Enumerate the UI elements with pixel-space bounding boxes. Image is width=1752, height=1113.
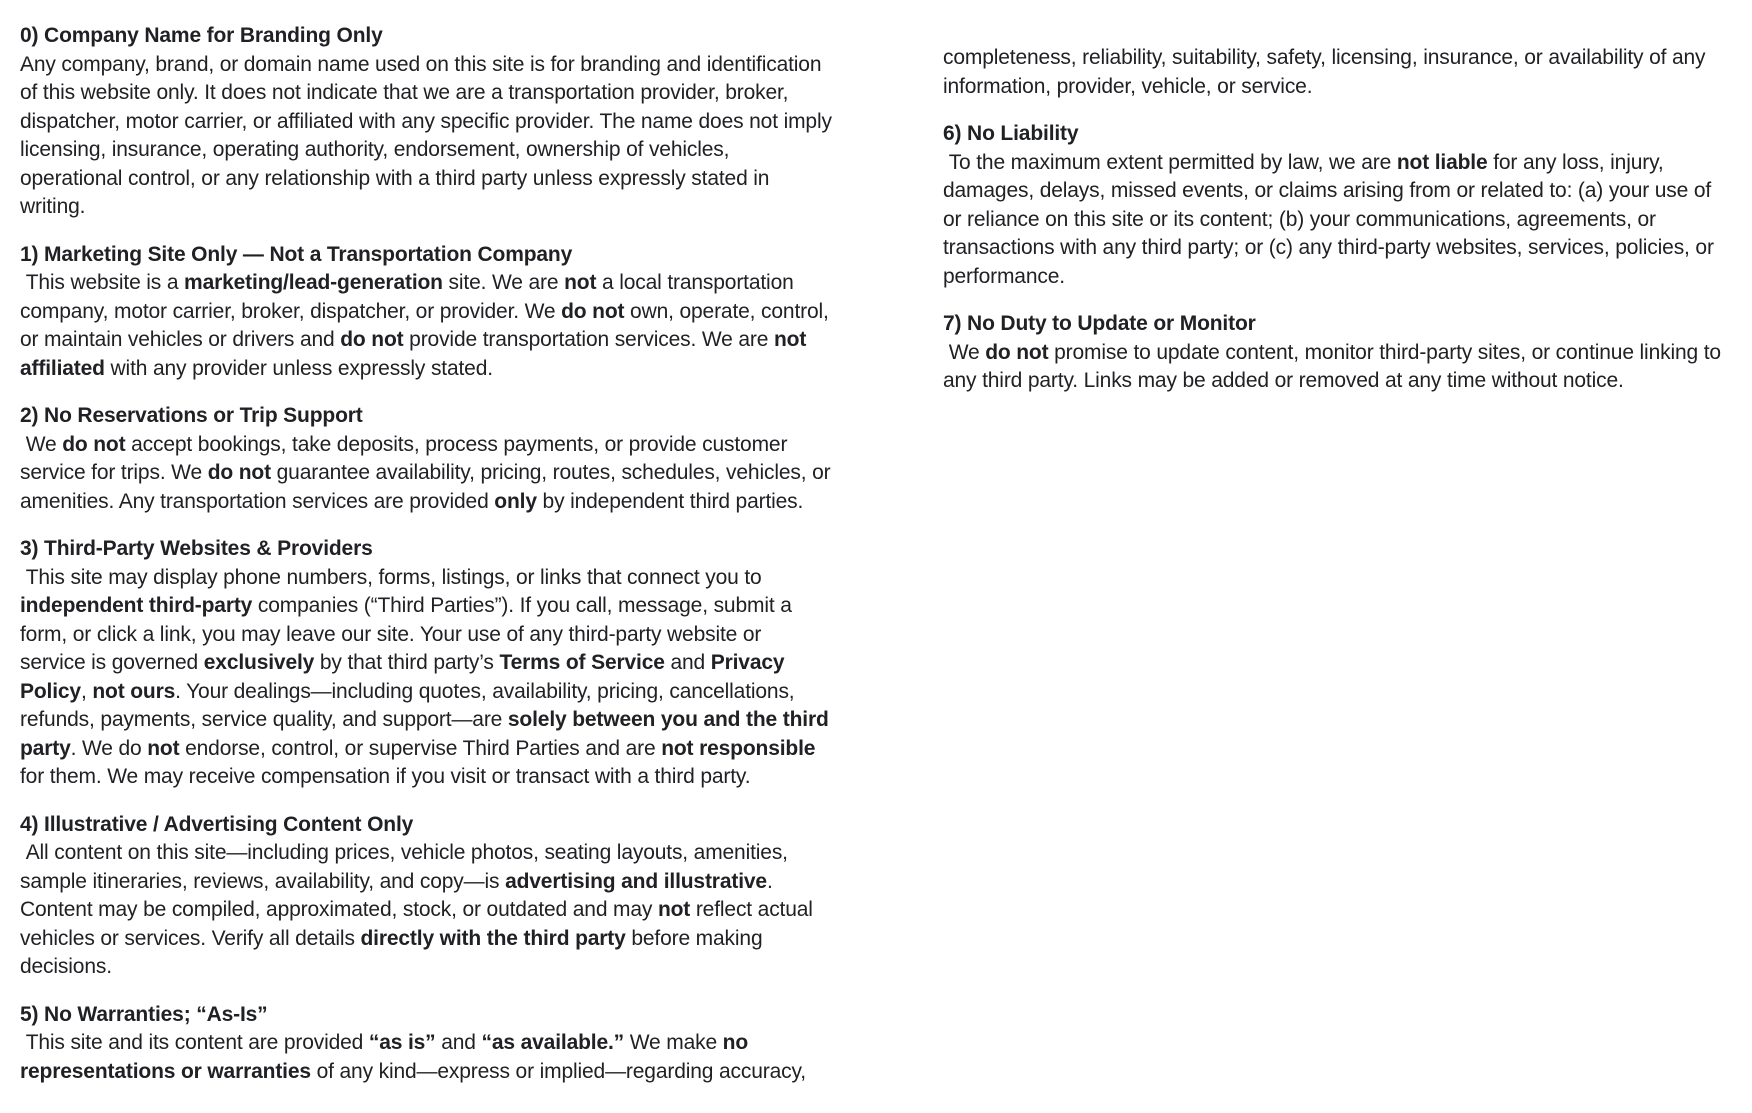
text-run: by that third party’s xyxy=(314,651,500,674)
text-run-bold: “as available.” xyxy=(481,1031,625,1054)
text-run: companies (“Third Parties”). If you call, message, submit a form, or click a link, you may leave our site. Your use of any third-party website or service is governed xyxy=(20,594,798,674)
text-run: provide transportation services. We are xyxy=(403,328,774,351)
text-run: by independent third parties. xyxy=(536,489,804,513)
section xyxy=(943,120,1730,291)
text-run: site. We are xyxy=(442,271,565,294)
text-run-bold: not xyxy=(147,736,180,760)
text-run-bold: exclusively xyxy=(203,651,315,674)
text-run: of any kind—express or implied—regarding accuracy, xyxy=(310,1059,806,1083)
section-heading: 7) No Duty to Update or Monitor xyxy=(943,312,1256,335)
text-run-bold: do not xyxy=(62,432,126,456)
text-run: with any provider unless expressly stated. xyxy=(104,356,493,380)
text-run-bold: not affiliated xyxy=(20,328,812,380)
text-run: This website is a xyxy=(20,271,185,294)
text-run-bold: no representations or warranties xyxy=(20,1031,754,1083)
text-run-bold: do not xyxy=(207,461,271,484)
text-run-bold: Terms of Service xyxy=(499,651,665,674)
text-run: own, operate, control, or maintain vehicles or drivers and xyxy=(20,299,835,351)
text-run-bold: advertising and illustrative xyxy=(505,869,767,893)
section-heading: 4) Illustrative / Advertising Content Only xyxy=(20,812,414,836)
text-run: We xyxy=(20,432,63,456)
text-run: accept bookings, take deposits, process payments, or provide customer service for trips. We xyxy=(20,432,793,484)
section xyxy=(20,811,832,982)
section xyxy=(943,310,1730,396)
text-run: for any loss, injury, damages, delays, missed events, or claims arising from or related to: (a) your use of or reliance on this site or its content; (b) your communications, agreements, or transactions with any third party; or (c) any third-party websites, services, policies, or performance. xyxy=(943,150,1720,288)
section-heading: 2) No Reservations or Trip Support xyxy=(20,404,363,427)
text-run: and xyxy=(664,651,711,674)
text-run-bold: only xyxy=(494,489,537,513)
text-run: promise to update content, monitor third-party sites, or continue linking to any third party. Links may be added or removed at any time without notice. xyxy=(943,340,1727,392)
text-run-bold: Privacy Policy xyxy=(20,651,791,703)
text-run: This site and its content are provided xyxy=(20,1031,369,1054)
text-run-bold: independent third-party xyxy=(20,594,253,617)
section-body xyxy=(20,269,835,383)
text-run: To the maximum extent permitted by law, we are xyxy=(943,150,1397,174)
section-body xyxy=(943,44,1730,101)
text-run: . Content may be compiled, approximated, stock, or outdated and may xyxy=(20,869,779,921)
text-run: This site may display phone numbers, forms, listings, or links that connect you to xyxy=(20,565,768,589)
section-body xyxy=(20,1029,832,1086)
section-heading: 6) No Liability xyxy=(943,122,1079,145)
text-run-bold: not xyxy=(657,898,691,921)
section-heading: 5) No Warranties; “As-Is” xyxy=(20,1002,268,1026)
section-heading: 0) Company Name for Branding Only xyxy=(20,24,383,47)
text-run: Any company, brand, or domain name used on this site is for branding and identification of this website only. It does not indicate that we are a transportation provider, broker, dispatcher, motor carrier, or affiliated with any specific provider. The name does not imply licensing, insurance, operating authority, endorsement, ownership of vehicles, operational control, or any relationship with a third party unless expressly stated in writing. xyxy=(20,52,838,218)
right-column xyxy=(943,22,1730,1113)
section xyxy=(20,22,838,222)
text-run: . We do xyxy=(70,736,148,760)
section-heading: 3) Third-Party Websites & Providers xyxy=(20,537,373,560)
section-body xyxy=(943,149,1730,292)
section xyxy=(20,1001,832,1087)
section-body xyxy=(20,839,832,982)
section xyxy=(20,402,837,516)
text-run: completeness, reliability, suitability, safety, licensing, insurance, or availability of any information, provider, vehicle, or service. xyxy=(943,46,1712,98)
text-run: We xyxy=(943,340,986,364)
text-run-bold: “as is” xyxy=(368,1031,436,1054)
text-run-bold: do not xyxy=(985,340,1049,364)
section-body xyxy=(20,51,838,222)
text-run: before making decisions. xyxy=(20,926,769,978)
text-run: a local transportation company, motor carrier, broker, dispatcher, or provider. We xyxy=(20,271,800,323)
text-run-bold: solely between you and the third party xyxy=(20,708,835,760)
text-run: for them. We may receive compensation if you visit or transact with a third party. xyxy=(20,736,821,788)
text-run-bold: directly with the third party xyxy=(360,926,626,950)
section xyxy=(20,535,835,792)
text-run: . Your dealings—including quotes, availability, pricing, cancellations, refunds, payments, service quality, and support—are xyxy=(20,679,801,731)
section-body xyxy=(20,431,837,517)
text-run-bold: do not xyxy=(340,328,404,351)
text-run: guarantee availability, pricing, routes, schedules, vehicles, or amenities. Any transportation services are provided xyxy=(20,461,837,513)
section-body xyxy=(943,339,1730,396)
text-run: endorse, control, or supervise Third Parties and are xyxy=(179,736,662,760)
section-heading: 1) Marketing Site Only — Not a Transportation Company xyxy=(20,242,573,266)
left-column xyxy=(20,22,838,1113)
text-run: and xyxy=(435,1031,482,1054)
text-run: We make xyxy=(624,1031,723,1054)
text-run-bold: marketing/lead-generation xyxy=(184,271,443,294)
text-run-bold: not responsible xyxy=(661,736,816,760)
text-run: reflect actual vehicles or services. Verify all details xyxy=(20,898,819,950)
section xyxy=(20,241,835,384)
text-run-bold: not liable xyxy=(1396,150,1488,174)
text-run: , xyxy=(80,679,93,703)
section-body xyxy=(20,564,835,792)
text-run: All content on this site—including prices, vehicle photos, seating layouts, amenities, sample itineraries, reviews, availability, and copy—is xyxy=(20,841,794,893)
section-continuation xyxy=(943,44,1730,101)
text-run-bold: do not xyxy=(561,299,625,323)
text-run-bold: not xyxy=(564,271,597,294)
text-run-bold: not ours xyxy=(92,679,176,703)
